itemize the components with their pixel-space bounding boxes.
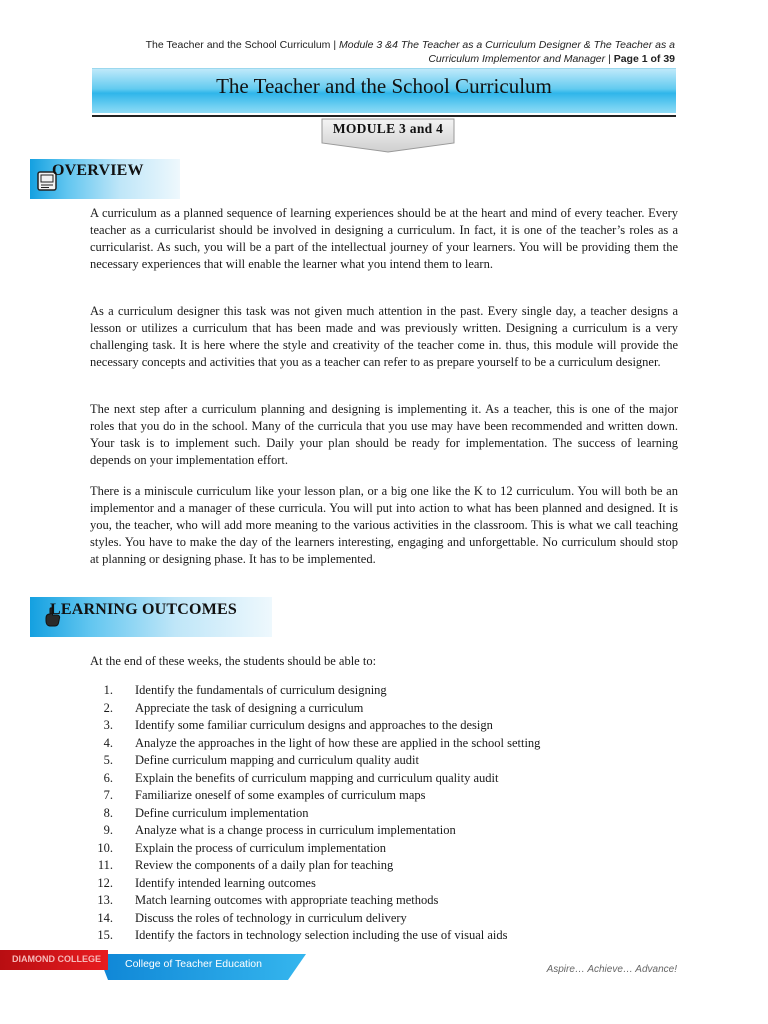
list-item-number: 1. [103,683,113,697]
list-item [90,735,690,753]
list-item-number: 11. [97,858,113,872]
list-item-number: 12. [97,875,113,890]
list-item [90,857,690,875]
page-number: Page 1 of 39 [613,53,675,65]
list-item-text: Match learning outcomes with appropriate teaching methods [135,893,439,907]
list-item-number: 3. [103,718,113,732]
outcomes-intro: At the end of these weeks, the students should be able to: [90,654,377,668]
list-item [90,717,690,735]
running-header [0,38,675,66]
list-item-text: Review the components of a daily plan for teaching [135,858,394,872]
list-item-text: Identify intended learning outcomes [135,875,316,890]
list-item-number: 13. [97,893,113,907]
list-item-text: Explain the benefits of curriculum mapping and curriculum quality audit [135,770,499,785]
list-item [90,927,690,945]
list-item-number: 6. [103,770,113,785]
list-item-number: 9. [103,823,113,837]
overview-paragraph-2: As a curriculum designer this task was not given much attention in the past. Every single day, a teacher designs a lesson or utilizes a curriculum that has been made and was previously written. Designing a curriculum is a very challenging task. It is here where the style and creativity of the teacher come in. thus, this module will provide the necessary concepts and activities that you as a teacher can refer to as prepare yourself to be a curriculum designer. [90,304,678,369]
list-item [90,910,690,928]
footer-department: College of Teacher Education [125,958,262,970]
list-item-number: 10. [97,840,113,855]
list-item [90,700,690,718]
header-course: The Teacher and the School Curriculum [145,39,331,51]
overview-paragraph-1: A curriculum as a planned sequence of learning experiences should be at the heart and mind of every teacher. Every teacher as a curricularist should be involved in designing a curriculum. In fact, it is one of the teacher’s roles as a curricularist. As such, you will be a part of the intellectual journey of your learners. You will be providing them the necessary experiences that will enable the learner what you intend them to learn. [90,206,678,271]
header-module-line1: Module 3 &4 The Teacher as a Curriculum Designer & The Teacher as a [339,39,675,51]
header-module-line2: Curriculum Implementor and Manager [428,53,606,65]
list-item [90,752,690,770]
list-item [90,770,690,788]
list-item [90,875,690,893]
list-item-number: 5. [103,753,113,767]
list-item-number: 4. [103,735,113,750]
learning-outcomes-list [90,682,690,945]
list-item-text: Identify the fundamentals of curriculum designing [135,683,387,697]
header-separator-2: | [608,53,611,65]
page-title: The Teacher and the School Curriculum [216,74,552,98]
list-item-text: Define curriculum implementation [135,805,309,820]
list-item-text: Analyze the approaches in the light of how these are applied in the school setting [135,735,541,750]
list-item-number: 14. [97,910,113,925]
list-item-text: Discuss the roles of technology in curriculum delivery [135,910,407,925]
list-item-number: 2. [103,700,113,715]
list-item-text: Analyze what is a change process in curriculum implementation [135,823,456,837]
header-separator: | [333,39,337,51]
list-item-text: Identify the factors in technology selection including the use of visual aids [135,928,508,942]
list-item-number: 8. [103,805,113,820]
overview-paragraph-4: There is a miniscule curriculum like your lesson plan, or a big one like the K to 12 curriculum. You will both be an implementor and a manager of these curricula. You will put into action to what has been planned and designed. It is you, the teacher, who will add more meaning to the various activities in the classroom. This is what we call teaching styles. You have to make the day of the learners interesting, engaging and unforgettable. No curriculum should stop at planning or designing phase. It has to be implemented. [90,484,678,566]
list-item [90,840,690,858]
list-item-text: Define curriculum mapping and curriculum quality audit [135,753,419,767]
list-item-text: Appreciate the task of designing a curriculum [135,700,364,715]
footer-institution: DIAMOND COLLEGE [12,954,101,964]
list-item [90,892,690,910]
list-item [90,682,690,700]
list-item [90,805,690,823]
list-item-text: Explain the process of curriculum implementation [135,840,386,855]
learning-outcomes-heading: LEARNING OUTCOMES [50,601,237,618]
list-item-number: 15. [97,928,113,942]
list-item-text: Identify some familiar curriculum designs and approaches to the design [135,718,493,732]
module-badge-label: MODULE 3 and 4 [332,121,444,136]
footer-institution-banner [0,950,108,970]
list-item [90,822,690,840]
footer-tagline: Aspire… Achieve… Advance! [546,964,677,975]
list-item [90,787,690,805]
overview-paragraph-3: The next step after a curriculum planning and designing is implementing it. As a teacher, this is one of the major roles that you do in the school. Many of the curricula that you use may have been recommended and written down. Your task is to implement such. Daily your plan should be ready for implementation. The success of learning depends on your implementation effort. [90,402,678,467]
list-item-number: 7. [103,788,113,802]
list-item-text: Familiarize oneself of some examples of curriculum maps [135,788,426,802]
overview-heading: OVERVIEW [52,162,144,179]
